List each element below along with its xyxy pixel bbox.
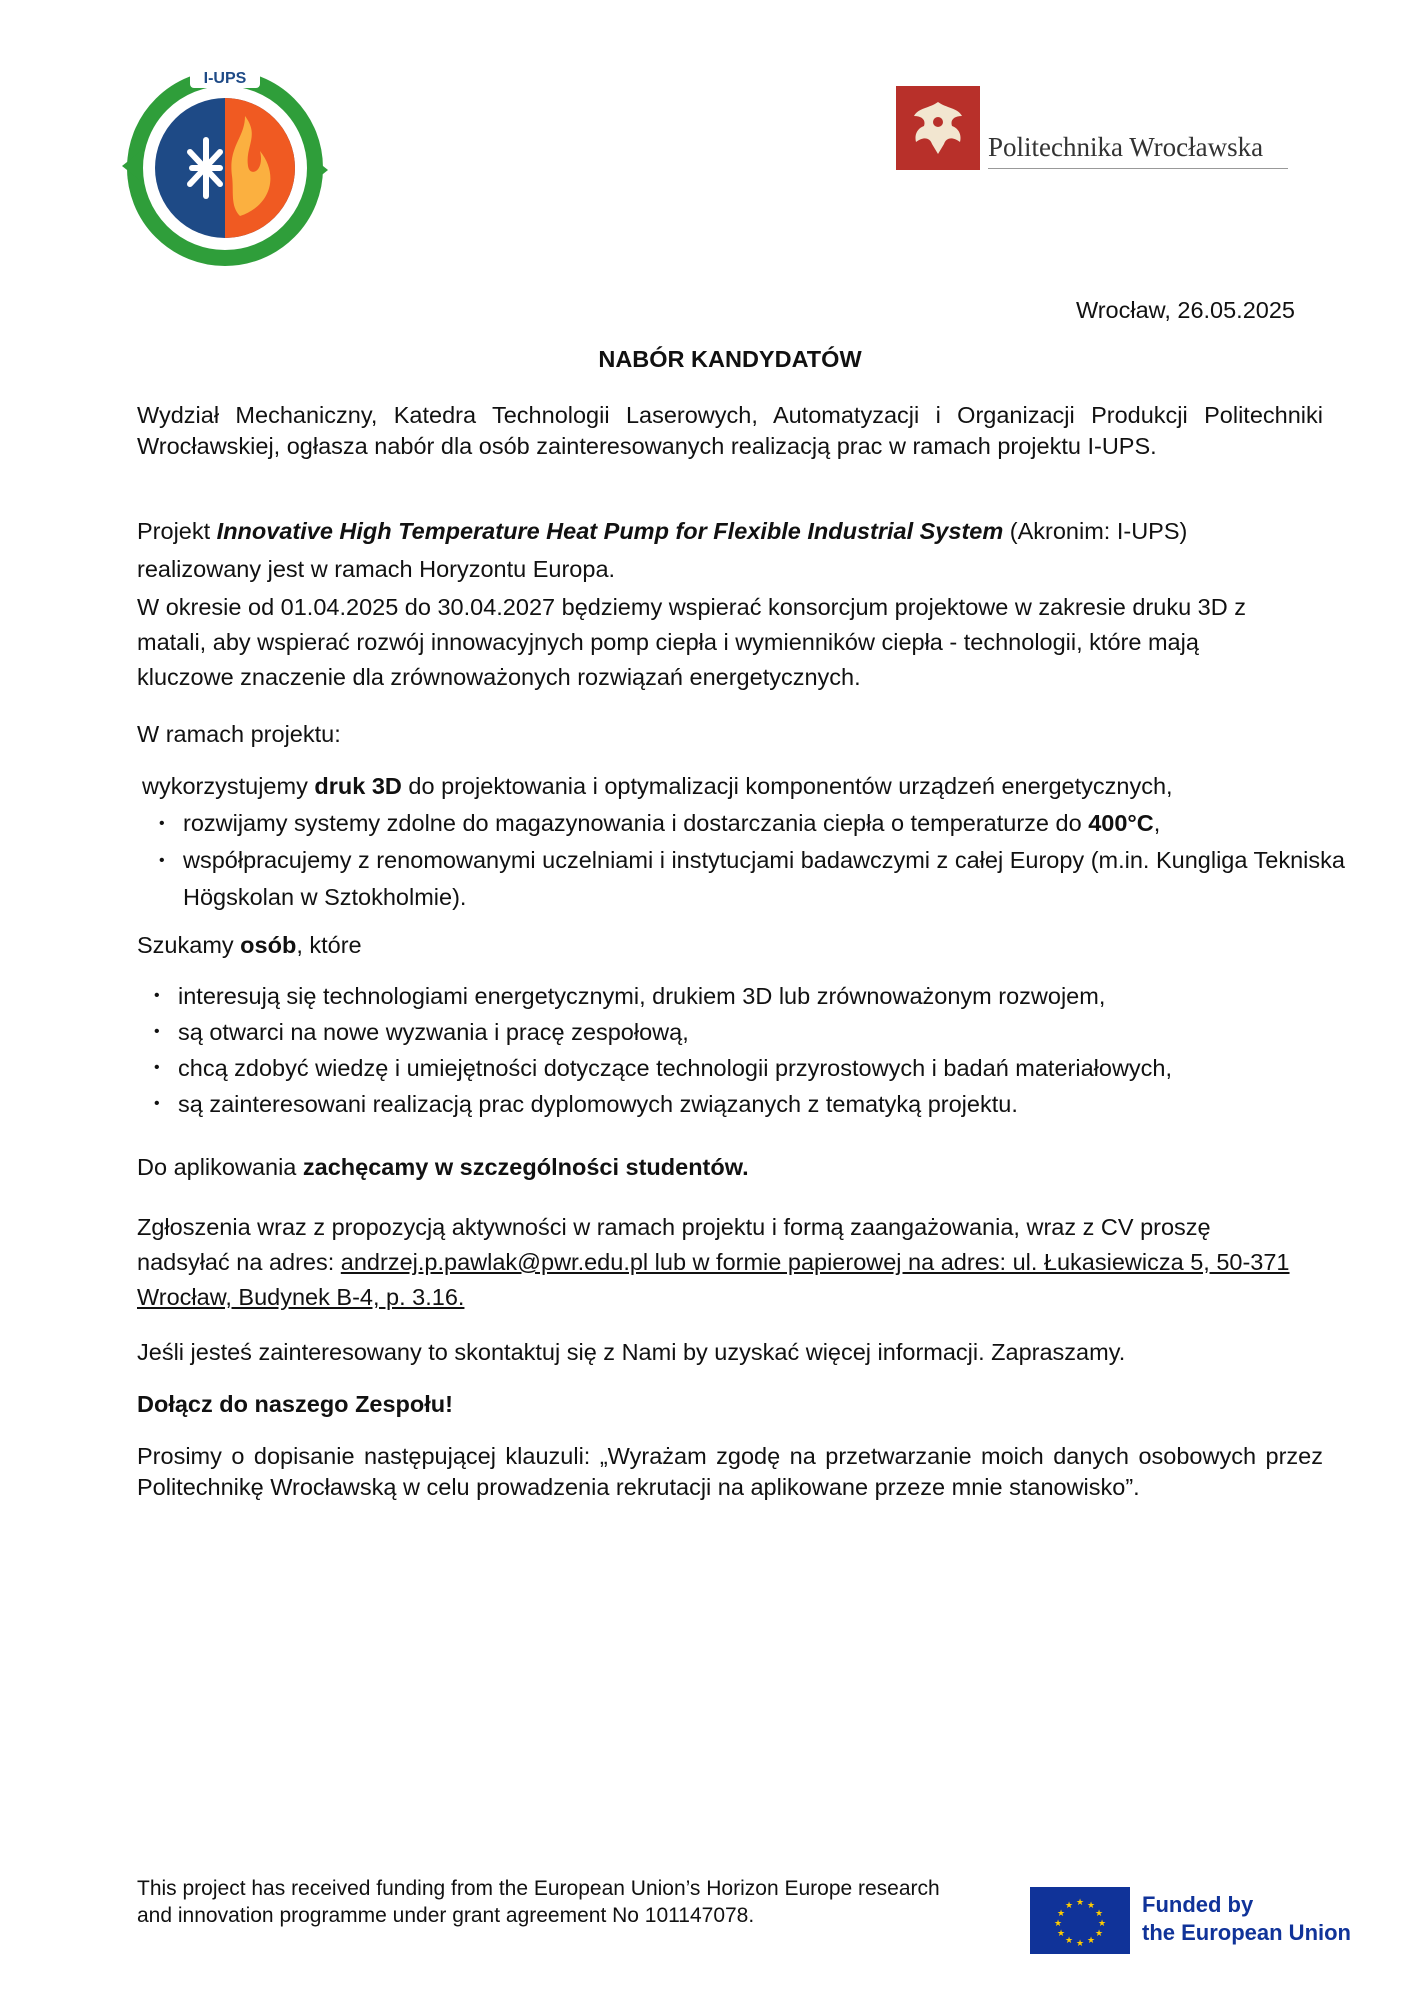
svg-text:★: ★ xyxy=(1075,1939,1085,1949)
seeking-item: • są zainteresowani realizacją prac dyplomowych związanych z tematyką projektu. xyxy=(154,1091,1018,1117)
clause-paragraph: Prosimy o dopisanie następującej klauzuli: „Wyrażam zgodę na przetwarzanie moich danych osobowych przez Politechnikę Wrocławską w celu prowadzenia rekrutacji na aplikowane przeze mnie stanowisko”. xyxy=(137,1443,1323,1500)
contact-paragraph: Jeśli jesteś zainteresowany to skontaktuj się z Nami by uzyskać więcej informacji. Zapraszamy. xyxy=(137,1339,1126,1365)
join-heading: Dołącz do naszego Zespołu! xyxy=(137,1391,453,1417)
svg-text:★: ★ xyxy=(1097,1919,1107,1929)
svg-text:★: ★ xyxy=(1094,1909,1104,1919)
apply-paragraph xyxy=(137,1210,1297,1315)
svg-text:★: ★ xyxy=(1064,1936,1074,1946)
svg-text:★: ★ xyxy=(1086,1901,1096,1911)
svg-text:★: ★ xyxy=(1056,1929,1066,1939)
apply-email-link[interactable]: andrzej.p.pawlak@pwr.edu.pl lub w formie papierowej na adres: ul. Łukasiewicza 5, 50-371 Wrocław, Budynek B-4, p. 3.16. xyxy=(137,1249,1290,1310)
svg-text:★: ★ xyxy=(1086,1936,1096,1946)
pwr-logo xyxy=(896,86,1296,176)
eu-funding-text: Funded by the European Union xyxy=(1142,1892,1351,1945)
scope-item-2: • rozwijamy systemy zdolne do magazynowania i dostarczania ciepła o temperaturze do 400°C, xyxy=(159,810,1161,836)
scope-item-3: • współpracujemy z renomowanymi uczelniami i instytucjami badawczymi z całej Europy (m.in. Kungliga Tekniska Högskolan w Sztokholmie). xyxy=(159,847,1345,910)
project-name: Innovative High Temperature Heat Pump for Flexible Industrial System xyxy=(216,518,1004,544)
project-suffix: (Akronim: I-UPS) realizowany jest w ramach Horyzontu Europa. xyxy=(137,518,1188,582)
svg-text:★: ★ xyxy=(1094,1929,1104,1939)
scope-heading: W ramach projektu: xyxy=(137,721,341,747)
eagle-icon xyxy=(896,86,980,170)
iups-logo-text: I-UPS xyxy=(203,70,247,87)
university-name: Politechnika Wrocławska xyxy=(988,132,1264,162)
document-title: NABÓR KANDYDATÓW xyxy=(598,346,862,372)
project-period-paragraph xyxy=(137,590,1297,695)
scope-item-1: wykorzystujemy druk 3D do projektowania i optymalizacji komponentów urządzeń energetycznych, xyxy=(142,773,1173,799)
funding-notice: This project has received funding from the European Union’s Horizon Europe research and innovation programme under grant agreement No 101147078. xyxy=(137,1877,940,1927)
seeking-item: • chcą zdobyć wiedzę i umiejętności dotyczące technologii przyrostowych i badań materiałowych, xyxy=(154,1055,1173,1081)
eu-flag-icon xyxy=(1030,1887,1130,1954)
seeking-item: • są otwarci na nowe wyzwania i pracę zespołową, xyxy=(154,1019,689,1045)
intro-paragraph xyxy=(137,400,1323,462)
seeking-item: • interesują się technologiami energetycznymi, drukiem 3D lub zrównoważonym rozwojem, xyxy=(154,983,1106,1009)
project-paragraph xyxy=(137,512,1297,588)
seeking-list xyxy=(137,978,1387,1122)
logo-divider xyxy=(988,168,1288,169)
encourage-paragraph: Do aplikowania zachęcamy w szczególności studentów. xyxy=(137,1154,749,1180)
svg-text:★: ★ xyxy=(1075,1898,1085,1908)
svg-text:★: ★ xyxy=(1064,1901,1074,1911)
intro-text: Wydział Mechaniczny, Katedra Technologii Laserowych, Automatyzacji i Organizacji Produkcji Politechniki Wrocławskiej, ogłasza nabór dla osób zainteresowanych realizacją prac w ramach projektu I-UPS. xyxy=(137,402,1323,459)
project-prefix: Projekt xyxy=(137,518,217,544)
svg-text:★: ★ xyxy=(1053,1919,1063,1929)
seeking-heading: Szukamy osób, które xyxy=(137,932,362,958)
apply-text: Zgłoszenia wraz z propozycją aktywności w ramach projektu i formą zaangażowania, wraz z CV proszę nadsyłać na adres: xyxy=(137,1214,1211,1275)
eu-funding-logo xyxy=(1030,1887,1360,1957)
iups-logo xyxy=(120,66,330,266)
svg-text:★: ★ xyxy=(1056,1909,1066,1919)
document-date: Wrocław, 26.05.2025 xyxy=(1075,297,1295,323)
scope-list xyxy=(142,768,1392,916)
project-period: W okresie od 01.04.2025 do 30.04.2027 będziemy wspierać konsorcjum projektowe w zakresie druku 3D z matali, aby wspierać rozwój innowacyjnych pomp ciepła i wymienników ciepła - technologii, które mają kluczowe znaczenie dla zrównoważonych rozwiązań energetycznych. xyxy=(137,594,1246,690)
